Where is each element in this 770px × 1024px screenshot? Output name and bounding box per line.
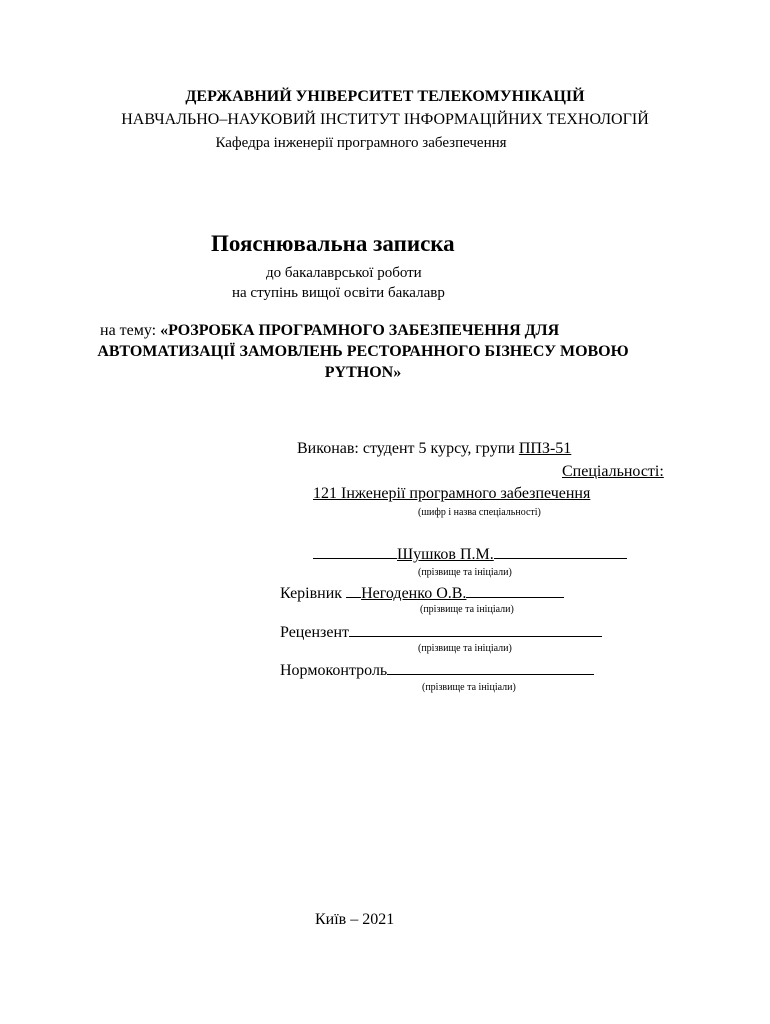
student-name: Шушков П.М. <box>397 546 494 563</box>
specialty-hint: (шифр і назва спеціальності) <box>418 507 541 518</box>
topic-line-3: PYTHON» <box>324 364 402 381</box>
performed-line <box>297 440 571 458</box>
performed-label: Виконав: студент 5 курсу, групи <box>297 440 519 457</box>
institute-name: НАВЧАЛЬНО–НАУКОВИЙ ІНСТИТУТ ІНФОРМАЦІЙНИХ ТЕХНОЛОГІЙ <box>121 111 649 128</box>
normcontrol-name-hint: (прізвище та ініціали) <box>422 682 516 693</box>
specialty-label: Спеціальності: <box>562 463 664 480</box>
reviewer-label: Рецензент <box>280 624 349 641</box>
supervisor-line <box>280 583 564 603</box>
document-title: Пояснювальна записка <box>211 231 455 256</box>
reviewer-line <box>280 622 602 642</box>
topic-line-2: АВТОМАТИЗАЦІЇ ЗАМОВЛЕНЬ РЕСТОРАННОГО БІЗНЕСУ МОВОЮ <box>97 343 629 360</box>
supervisor-name-hint: (прізвище та ініціали) <box>420 604 514 615</box>
university-name: ДЕРЖАВНИЙ УНІВЕРСИТЕТ ТЕЛЕКОМУНІКАЦІЙ <box>185 88 585 105</box>
reviewer-name-hint: (прізвище та ініціали) <box>418 643 512 654</box>
topic-line-1 <box>100 322 559 340</box>
department-name: Кафедра інженерії програмного забезпечення <box>215 135 507 151</box>
student-name-hint: (прізвище та ініціали) <box>418 567 512 578</box>
specialty-value: 121 Інженерії програмного забезпечення <box>313 485 591 502</box>
title-subline-1: до бакалаврської роботи <box>266 265 422 281</box>
city-year: Київ – 2021 <box>315 911 395 928</box>
title-subline-2: на ступінь вищої освіти бакалавр <box>232 285 445 301</box>
topic-prefix: на тему: <box>100 322 161 339</box>
supervisor-label: Керівник <box>280 585 347 602</box>
student-line <box>313 544 627 564</box>
normcontrol-label: Нормоконтроль <box>280 662 388 679</box>
group-number: ППЗ-51 <box>518 440 572 457</box>
supervisor-name: Негоденко О.В. <box>361 585 467 602</box>
topic-text-1: «РОЗРОБКА ПРОГРАМНОГО ЗАБЕЗПЕЧЕННЯ ДЛЯ <box>160 322 560 339</box>
normcontrol-line <box>280 660 594 680</box>
